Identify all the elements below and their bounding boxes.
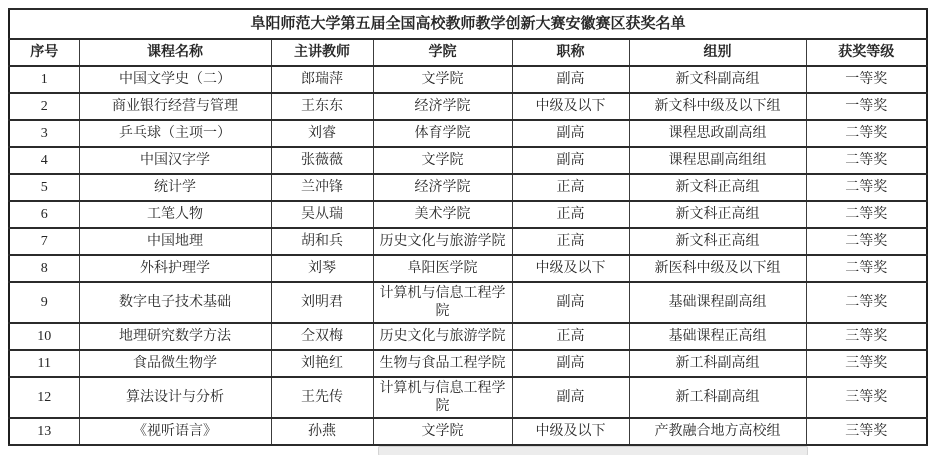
- cell-award: 二等奖: [806, 282, 927, 323]
- cell-teacher: 刘艳红: [271, 350, 373, 377]
- cell-course: 数字电子技术基础: [79, 282, 271, 323]
- cell-college: 美术学院: [373, 201, 512, 228]
- cell-rank: 副高: [512, 282, 629, 323]
- cell-rank: 正高: [512, 174, 629, 201]
- table-row: [9, 201, 927, 228]
- cell-college: 文学院: [373, 147, 512, 174]
- cell-award: 三等奖: [806, 323, 927, 350]
- cell-course: 地理研究数学方法: [79, 323, 271, 350]
- cell-course: 《视听语言》: [79, 418, 271, 445]
- column-header-college: 学院: [373, 39, 512, 66]
- table-row: [9, 174, 927, 201]
- cell-index: 9: [9, 282, 79, 323]
- cell-college: 历史文化与旅游学院: [373, 323, 512, 350]
- cell-teacher: 刘睿: [271, 120, 373, 147]
- column-header-award: 获奖等级: [806, 39, 927, 66]
- cell-rank: 正高: [512, 323, 629, 350]
- cell-group: 新文科正高组: [629, 201, 806, 228]
- cell-college: 计算机与信息工程学院: [373, 377, 512, 418]
- table-row: [9, 147, 927, 174]
- cell-group: 新文科正高组: [629, 174, 806, 201]
- cell-rank: 副高: [512, 66, 629, 93]
- cell-rank: 中级及以下: [512, 255, 629, 282]
- cell-course: 商业银行经营与管理: [79, 93, 271, 120]
- cell-group: 新文科正高组: [629, 228, 806, 255]
- cell-award: 一等奖: [806, 93, 927, 120]
- cell-course: 中国汉字学: [79, 147, 271, 174]
- cell-college: 体育学院: [373, 120, 512, 147]
- column-header-index: 序号: [9, 39, 79, 66]
- cell-rank: 中级及以下: [512, 418, 629, 445]
- cell-group: 新工科副高组: [629, 377, 806, 418]
- cell-teacher: 郎瑞萍: [271, 66, 373, 93]
- cell-group: 课程思副高组组: [629, 147, 806, 174]
- horizontal-scrollbar-thumb[interactable]: [378, 446, 808, 455]
- cell-award: 二等奖: [806, 255, 927, 282]
- cell-teacher: 刘明君: [271, 282, 373, 323]
- cell-award: 二等奖: [806, 174, 927, 201]
- cell-college: 生物与食品工程学院: [373, 350, 512, 377]
- cell-course: 统计学: [79, 174, 271, 201]
- table-row: [9, 282, 927, 323]
- cell-college: 阜阳医学院: [373, 255, 512, 282]
- cell-index: 10: [9, 323, 79, 350]
- cell-teacher: 张薇薇: [271, 147, 373, 174]
- cell-teacher: 王先传: [271, 377, 373, 418]
- cell-course: 中国地理: [79, 228, 271, 255]
- table-row: [9, 120, 927, 147]
- cell-group: 课程思政副高组: [629, 120, 806, 147]
- cell-rank: 副高: [512, 147, 629, 174]
- table-row: [9, 377, 927, 418]
- cell-teacher: 王东东: [271, 93, 373, 120]
- cell-group: 新工科副高组: [629, 350, 806, 377]
- table-row: [9, 228, 927, 255]
- cell-award: 三等奖: [806, 377, 927, 418]
- cell-index: 7: [9, 228, 79, 255]
- cell-teacher: 孙燕: [271, 418, 373, 445]
- cell-award: 二等奖: [806, 120, 927, 147]
- cell-course: 乒乓球（主项一）: [79, 120, 271, 147]
- cell-index: 2: [9, 93, 79, 120]
- table-row: [9, 418, 927, 445]
- cell-teacher: 仝双梅: [271, 323, 373, 350]
- cell-college: 经济学院: [373, 93, 512, 120]
- cell-award: 二等奖: [806, 147, 927, 174]
- cell-index: 1: [9, 66, 79, 93]
- cell-award: 三等奖: [806, 350, 927, 377]
- cell-teacher: 兰冲锋: [271, 174, 373, 201]
- cell-award: 二等奖: [806, 228, 927, 255]
- cell-group: 产教融合地方高校组: [629, 418, 806, 445]
- cell-rank: 副高: [512, 350, 629, 377]
- cell-group: 新医科中级及以下组: [629, 255, 806, 282]
- cell-group: 基础课程副高组: [629, 282, 806, 323]
- cell-course: 算法设计与分析: [79, 377, 271, 418]
- cell-rank: 副高: [512, 120, 629, 147]
- cell-college: 历史文化与旅游学院: [373, 228, 512, 255]
- cell-index: 5: [9, 174, 79, 201]
- table-title: 阜阳师范大学第五届全国高校教师教学创新大赛安徽赛区获奖名单: [9, 9, 927, 39]
- table-row: [9, 350, 927, 377]
- table-row: [9, 255, 927, 282]
- column-header-rank: 职称: [512, 39, 629, 66]
- cell-college: 计算机与信息工程学院: [373, 282, 512, 323]
- cell-index: 3: [9, 120, 79, 147]
- table-row: [9, 66, 927, 93]
- cell-index: 8: [9, 255, 79, 282]
- cell-college: 文学院: [373, 66, 512, 93]
- cell-college: 文学院: [373, 418, 512, 445]
- cell-index: 13: [9, 418, 79, 445]
- cell-college: 经济学院: [373, 174, 512, 201]
- table-title-row: [9, 9, 927, 39]
- column-header-course: 课程名称: [79, 39, 271, 66]
- cell-group: 新文科副高组: [629, 66, 806, 93]
- award-table: [8, 8, 928, 446]
- cell-course: 工笔人物: [79, 201, 271, 228]
- table-header-row: [9, 39, 927, 66]
- cell-teacher: 吴从瑞: [271, 201, 373, 228]
- table-row: [9, 323, 927, 350]
- cell-rank: 副高: [512, 377, 629, 418]
- cell-index: 4: [9, 147, 79, 174]
- cell-teacher: 胡和兵: [271, 228, 373, 255]
- cell-rank: 正高: [512, 201, 629, 228]
- cell-rank: 中级及以下: [512, 93, 629, 120]
- cell-index: 12: [9, 377, 79, 418]
- cell-award: 三等奖: [806, 418, 927, 445]
- cell-course: 中国文学史（二）: [79, 66, 271, 93]
- cell-course: 食品微生物学: [79, 350, 271, 377]
- cell-group: 基础课程正高组: [629, 323, 806, 350]
- cell-award: 一等奖: [806, 66, 927, 93]
- cell-index: 6: [9, 201, 79, 228]
- cell-teacher: 刘琴: [271, 255, 373, 282]
- cell-index: 11: [9, 350, 79, 377]
- column-header-group: 组别: [629, 39, 806, 66]
- table-row: [9, 93, 927, 120]
- cell-group: 新文科中级及以下组: [629, 93, 806, 120]
- cell-course: 外科护理学: [79, 255, 271, 282]
- cell-award: 二等奖: [806, 201, 927, 228]
- column-header-teacher: 主讲教师: [271, 39, 373, 66]
- cell-rank: 正高: [512, 228, 629, 255]
